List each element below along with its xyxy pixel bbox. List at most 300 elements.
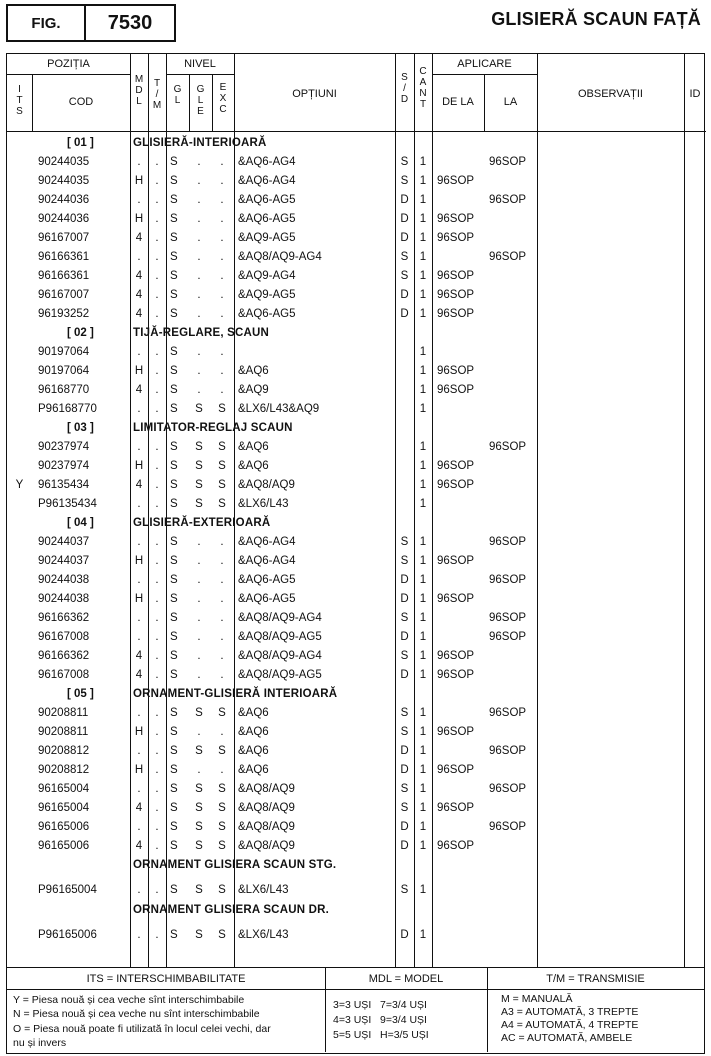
cell-cod: 90244037 <box>38 536 90 548</box>
cell-mdl: . <box>137 612 141 624</box>
cell-dela: 96SOP <box>437 669 475 681</box>
cell-cod: 96165004 <box>38 783 90 795</box>
table-row <box>7 571 706 590</box>
table-row <box>7 248 706 267</box>
header-sd <box>395 72 414 105</box>
cell-dela: 96SOP <box>437 764 475 776</box>
table-row <box>7 381 706 400</box>
cell-gl: S <box>170 498 178 510</box>
cell-tm: . <box>155 764 159 776</box>
legend-tm-line: AC = AUTOMATĂ, AMBELE <box>501 1032 633 1044</box>
legend-mdl-line: 5=5 UȘI H=3/5 UȘI <box>333 1029 429 1041</box>
cell-exc: . <box>220 175 224 187</box>
cell-cant: 1 <box>419 536 427 548</box>
section-header <box>7 514 706 533</box>
cell-gl: S <box>170 479 178 491</box>
cell-opt: &AQ6 <box>238 745 269 757</box>
header-cant-char: T <box>419 99 427 110</box>
cell-exc: . <box>220 574 224 586</box>
cell-gl: S <box>170 232 178 244</box>
cell-gle: S <box>195 929 203 941</box>
cell-cant: 1 <box>419 593 427 605</box>
cell-gl: S <box>170 802 178 814</box>
cell-opt: &AQ6-AG4 <box>238 175 296 187</box>
cell-cod: 96167007 <box>38 232 90 244</box>
cell-tm: . <box>155 365 159 377</box>
cell-dela: 96SOP <box>437 232 475 244</box>
header-cod: COD <box>68 96 94 108</box>
header-gle-char: E <box>197 106 204 117</box>
cell-cod: 96168770 <box>38 384 90 396</box>
cell-tm: . <box>155 726 159 738</box>
header-gle-char: L <box>197 95 204 106</box>
cell-opt: &AQ6-AG5 <box>238 194 296 206</box>
cell-la: 96SOP <box>489 536 527 548</box>
cell-sd: D <box>400 764 409 776</box>
section-code: [ 02 ] <box>67 327 94 339</box>
cell-gl: S <box>170 346 178 358</box>
cell-mdl: 4 <box>135 802 143 814</box>
cell-mdl: 4 <box>135 840 143 852</box>
cell-cant: 1 <box>419 232 427 244</box>
cell-cod: 96166362 <box>38 650 90 662</box>
cell-gle: . <box>197 270 201 282</box>
cell-opt: &AQ6 <box>238 460 269 472</box>
cell-tm: . <box>155 669 159 681</box>
header-divider <box>7 74 130 75</box>
header-la: LA <box>503 96 518 108</box>
cell-la: 96SOP <box>489 612 527 624</box>
cell-dela: 96SOP <box>437 270 475 282</box>
table-row <box>7 305 706 324</box>
cell-opt: &AQ8/AQ9 <box>238 840 295 852</box>
cell-cod: P96135434 <box>38 498 97 510</box>
cell-gl: S <box>170 821 178 833</box>
cell-gl: S <box>170 707 178 719</box>
cell-exc: S <box>218 821 226 833</box>
cell-sd: D <box>400 232 409 244</box>
header-tm <box>148 78 166 111</box>
cell-gl: S <box>170 612 178 624</box>
header-its-char: T <box>16 95 23 106</box>
cell-gle: . <box>197 669 201 681</box>
table-row <box>7 742 706 761</box>
cell-cod: 90237974 <box>38 441 90 453</box>
header-exc-char: E <box>219 82 227 93</box>
header-sd-char: S <box>401 72 408 83</box>
cell-sd: S <box>400 270 409 282</box>
cell-opt: &LX6/L43 <box>238 884 289 896</box>
table-row <box>7 881 706 900</box>
cell-exc: S <box>218 929 226 941</box>
cell-gle: S <box>195 479 203 491</box>
cell-gle: S <box>195 441 203 453</box>
cell-exc: . <box>220 650 224 662</box>
header-optiuni: OPȚIUNI <box>292 88 337 100</box>
cell-tm: . <box>155 308 159 320</box>
cell-cant: 1 <box>419 764 427 776</box>
cell-mdl: 4 <box>135 479 143 491</box>
table-row <box>7 647 706 666</box>
cell-gl: S <box>170 726 178 738</box>
cell-tm: . <box>155 403 159 415</box>
cell-mdl: . <box>137 574 141 586</box>
legend-tm-line: A3 = AUTOMATĂ, 3 TREPTE <box>501 1006 639 1018</box>
table-row <box>7 343 706 362</box>
header-id: ID <box>689 88 701 100</box>
cell-opt: &AQ6-AG5 <box>238 574 296 586</box>
cell-mdl: . <box>137 194 141 206</box>
cell-exc: . <box>220 764 224 776</box>
cell-gle: . <box>197 232 201 244</box>
legend-tm-line: A4 = AUTOMATĂ, 4 TREPTE <box>501 1019 639 1031</box>
table-row <box>7 609 706 628</box>
cell-cant: 1 <box>419 479 427 491</box>
cell-dela: 96SOP <box>437 802 475 814</box>
cell-cod: 96135434 <box>38 479 90 491</box>
cell-opt: &AQ6 <box>238 726 269 738</box>
cell-tm: . <box>155 232 159 244</box>
cell-dela: 96SOP <box>437 650 475 662</box>
cell-cant: 1 <box>419 346 427 358</box>
cell-gl: S <box>170 441 178 453</box>
header-cant-char: N <box>419 88 427 99</box>
cell-exc: S <box>218 783 226 795</box>
cell-dela: 96SOP <box>437 593 475 605</box>
cell-opt: &AQ8/AQ9-AG4 <box>238 251 322 263</box>
header-mdl-char: M <box>134 74 144 85</box>
table-row <box>7 926 706 945</box>
header-bottom-line <box>7 131 706 132</box>
table-row <box>7 704 706 723</box>
cell-opt: &AQ6 <box>238 764 269 776</box>
cell-opt: &AQ9-AG4 <box>238 270 296 282</box>
cell-opt: &AQ8/AQ9-AG4 <box>238 650 322 662</box>
cell-tm: . <box>155 156 159 168</box>
cell-exc: . <box>220 555 224 567</box>
cell-exc: . <box>220 346 224 358</box>
cell-exc: . <box>220 270 224 282</box>
cell-dela: 96SOP <box>437 365 475 377</box>
cell-gl: S <box>170 929 178 941</box>
section-header <box>7 685 706 704</box>
cell-gl: S <box>170 270 178 282</box>
cell-tm: . <box>155 802 159 814</box>
cell-exc: . <box>220 536 224 548</box>
cell-gle: . <box>197 346 201 358</box>
cell-opt: &AQ6-AG4 <box>238 156 296 168</box>
cell-gle: . <box>197 555 201 567</box>
cell-gle: . <box>197 631 201 643</box>
header-gl-char: L <box>174 95 181 106</box>
cell-exc: . <box>220 593 224 605</box>
cell-gl: S <box>170 764 178 776</box>
cell-cod: 90208811 <box>38 726 89 738</box>
cell-cant: 1 <box>419 194 427 206</box>
cell-cod: 90237974 <box>38 460 90 472</box>
legend-mdl-line: 4=3 UȘI 9=3/4 UȘI <box>333 1014 427 1026</box>
cell-cod: 90244037 <box>38 555 90 567</box>
cell-tm: . <box>155 251 159 263</box>
table-row <box>7 191 706 210</box>
cell-gl: S <box>170 365 178 377</box>
cell-mdl: H <box>134 593 144 605</box>
cell-exc: . <box>220 631 224 643</box>
cell-gl: S <box>170 536 178 548</box>
cell-mdl: H <box>134 460 144 472</box>
cell-cod: P96168770 <box>38 403 97 415</box>
table-row <box>7 286 706 305</box>
section-code: [ 04 ] <box>67 517 94 529</box>
cell-gl: S <box>170 574 178 586</box>
header-its-char: I <box>18 84 21 95</box>
cell-la: 96SOP <box>489 441 527 453</box>
cell-exc: . <box>220 726 224 738</box>
cell-cant: 1 <box>419 783 427 795</box>
cell-gle: S <box>195 403 203 415</box>
cell-exc: S <box>218 802 226 814</box>
cell-dela: 96SOP <box>437 213 475 225</box>
table-row <box>7 552 706 571</box>
cell-mdl: . <box>137 346 141 358</box>
cell-exc: . <box>220 612 224 624</box>
table-row <box>7 362 706 381</box>
cell-dela: 96SOP <box>437 840 475 852</box>
cell-tm: . <box>155 650 159 662</box>
cell-gle: . <box>197 365 201 377</box>
cell-gle: . <box>197 156 201 168</box>
cell-gl: S <box>170 213 178 225</box>
cell-opt: &AQ6-AG5 <box>238 213 296 225</box>
cell-sd: D <box>400 213 409 225</box>
cell-opt: &LX6/L43 <box>238 498 289 510</box>
cell-sd: D <box>400 289 409 301</box>
cell-cod: 90244036 <box>38 194 90 206</box>
cell-cant: 1 <box>419 821 427 833</box>
cell-opt: &AQ9 <box>238 384 269 396</box>
cell-tm: . <box>155 270 159 282</box>
cell-opt: &AQ9-AG5 <box>238 289 296 301</box>
cell-cant: 1 <box>419 156 427 168</box>
section-code: [ 03 ] <box>67 422 94 434</box>
cell-sd: D <box>400 593 409 605</box>
cell-exc: S <box>218 441 226 453</box>
cell-opt: &AQ6-AG4 <box>238 536 296 548</box>
section-header <box>7 856 706 875</box>
cell-dela: 96SOP <box>437 289 475 301</box>
header-its-char: S <box>16 106 23 117</box>
table-row <box>7 438 706 457</box>
cell-sd: D <box>400 821 409 833</box>
cell-cod: 96165006 <box>38 840 90 852</box>
header-gl <box>166 84 189 106</box>
cell-tm: . <box>155 194 159 206</box>
cell-cant: 1 <box>419 270 427 282</box>
cell-cod: 90244036 <box>38 213 90 225</box>
cell-la: 96SOP <box>489 631 527 643</box>
header-divider <box>166 74 234 75</box>
table-row <box>7 837 706 856</box>
legend-its-o-cont: nu și invers <box>13 1037 67 1049</box>
cell-tm: . <box>155 479 159 491</box>
cell-cod: 96166361 <box>38 270 90 282</box>
table-row <box>7 476 706 495</box>
cell-opt: &AQ6 <box>238 441 269 453</box>
cell-cant: 1 <box>419 555 427 567</box>
header-nivel: NIVEL <box>184 58 216 70</box>
header-cant <box>414 66 432 110</box>
cell-gl: S <box>170 884 178 896</box>
cell-cod: 90244035 <box>38 175 90 187</box>
table-row <box>7 666 706 685</box>
cell-sd: D <box>400 669 409 681</box>
cell-opt: &AQ6 <box>238 707 269 719</box>
cell-its: Y <box>15 479 24 491</box>
cell-gle: S <box>195 802 203 814</box>
header-exc-char: X <box>219 93 227 104</box>
cell-mdl: H <box>134 764 144 776</box>
header-exc-char: C <box>219 104 227 115</box>
cell-gl: S <box>170 403 178 415</box>
cell-mdl: . <box>137 403 141 415</box>
cell-opt: &AQ8/AQ9-AG5 <box>238 669 322 681</box>
page-title: GLISIERĂ SCAUN FAȚĂ <box>491 9 701 29</box>
cell-gle: . <box>197 574 201 586</box>
cell-tm: . <box>155 783 159 795</box>
cell-exc: S <box>218 707 226 719</box>
cell-mdl: . <box>137 929 141 941</box>
cell-sd: S <box>400 156 409 168</box>
cell-dela: 96SOP <box>437 555 475 567</box>
cell-dela: 96SOP <box>437 175 475 187</box>
table-row <box>7 153 706 172</box>
cell-cod: 96167007 <box>38 289 90 301</box>
cell-mdl: H <box>134 726 144 738</box>
cell-cod: 90197064 <box>38 365 90 377</box>
cell-cant: 1 <box>419 884 427 896</box>
legend-tm-title: T/M = TRANSMISIE <box>487 968 704 990</box>
cell-la: 96SOP <box>489 156 527 168</box>
cell-la: 96SOP <box>489 574 527 586</box>
cell-exc: . <box>220 308 224 320</box>
cell-dela: 96SOP <box>437 460 475 472</box>
cell-sd: S <box>400 536 409 548</box>
section-title: LIMITATOR-REGLAJ SCAUN <box>133 422 293 434</box>
cell-tm: . <box>155 631 159 643</box>
cell-la: 96SOP <box>489 707 527 719</box>
cell-gle: . <box>197 213 201 225</box>
cell-mdl: . <box>137 884 141 896</box>
cell-tm: . <box>155 289 159 301</box>
cell-exc: . <box>220 232 224 244</box>
cell-sd: S <box>400 251 409 263</box>
header-pozitia: POZIȚIA <box>47 58 90 70</box>
cell-gle: S <box>195 745 203 757</box>
figure-number: 7530 <box>107 11 153 34</box>
cell-gl: S <box>170 156 178 168</box>
cell-mdl: 4 <box>135 270 143 282</box>
cell-tm: . <box>155 441 159 453</box>
section-title: TIJĂ-REGLARE, SCAUN <box>133 327 270 339</box>
section-header <box>7 901 706 920</box>
header-sd-char: / <box>403 83 406 94</box>
section-header <box>7 419 706 438</box>
legend-its-o: O = Piesa nouă poate fi utilizată în locul celei vechi, dar <box>13 1023 271 1035</box>
cell-tm: . <box>155 821 159 833</box>
legend <box>6 968 705 1054</box>
header-sd-char: D <box>400 94 409 105</box>
cell-mdl: 4 <box>135 650 143 662</box>
table-row <box>7 723 706 742</box>
cell-mdl: . <box>137 783 141 795</box>
cell-mdl: 4 <box>135 669 143 681</box>
header-aplicare: APLICARE <box>457 58 512 70</box>
cell-cant: 1 <box>419 498 427 510</box>
cell-opt: &AQ6-AG4 <box>238 555 296 567</box>
table-row <box>7 172 706 191</box>
cell-gl: S <box>170 289 178 301</box>
cell-gl: S <box>170 783 178 795</box>
cell-mdl: . <box>137 745 141 757</box>
cell-gle: . <box>197 536 201 548</box>
cell-opt: &AQ8/AQ9 <box>238 821 295 833</box>
cell-cant: 1 <box>419 289 427 301</box>
cell-gle: . <box>197 289 201 301</box>
cell-sd: S <box>400 555 409 567</box>
cell-exc: . <box>220 365 224 377</box>
cell-tm: . <box>155 175 159 187</box>
legend-its-title: ITS = INTERSCHIMBABILITATE <box>7 968 325 990</box>
table-row <box>7 229 706 248</box>
cell-mdl: 4 <box>135 232 143 244</box>
parts-table <box>6 53 705 968</box>
cell-exc: . <box>220 289 224 301</box>
cell-cod: 90197064 <box>38 346 90 358</box>
cell-cod: 96193252 <box>38 308 90 320</box>
cell-mdl: H <box>134 365 144 377</box>
cell-exc: S <box>218 840 226 852</box>
cell-sd: D <box>400 631 409 643</box>
legend-tm-line: M = MANUALĂ <box>501 993 573 1005</box>
cell-gle: . <box>197 308 201 320</box>
cell-exc: . <box>220 669 224 681</box>
cell-gl: S <box>170 745 178 757</box>
cell-sd: D <box>400 574 409 586</box>
cell-exc: S <box>218 403 226 415</box>
cell-gle: . <box>197 612 201 624</box>
cell-sd: D <box>400 308 409 320</box>
cell-tm: . <box>155 707 159 719</box>
cell-cant: 1 <box>419 213 427 225</box>
cell-opt: &AQ8/AQ9 <box>238 802 295 814</box>
legend-mdl-title: MDL = MODEL <box>325 968 487 990</box>
cell-cod: 90244035 <box>38 156 90 168</box>
cell-opt: &AQ9-AG5 <box>238 232 296 244</box>
table-row <box>7 210 706 229</box>
table-row <box>7 799 706 818</box>
cell-sd: S <box>400 783 409 795</box>
cell-mdl: . <box>137 631 141 643</box>
cell-tm: . <box>155 745 159 757</box>
header-mdl-char: D <box>135 85 143 96</box>
cell-mdl: . <box>137 441 141 453</box>
section-title: GLISIERĂ-EXTERIOARĂ <box>133 517 271 529</box>
cell-exc: S <box>218 498 226 510</box>
cell-mdl: . <box>137 156 141 168</box>
cell-mdl: H <box>134 213 144 225</box>
table-row <box>7 780 706 799</box>
cell-la: 96SOP <box>489 821 527 833</box>
